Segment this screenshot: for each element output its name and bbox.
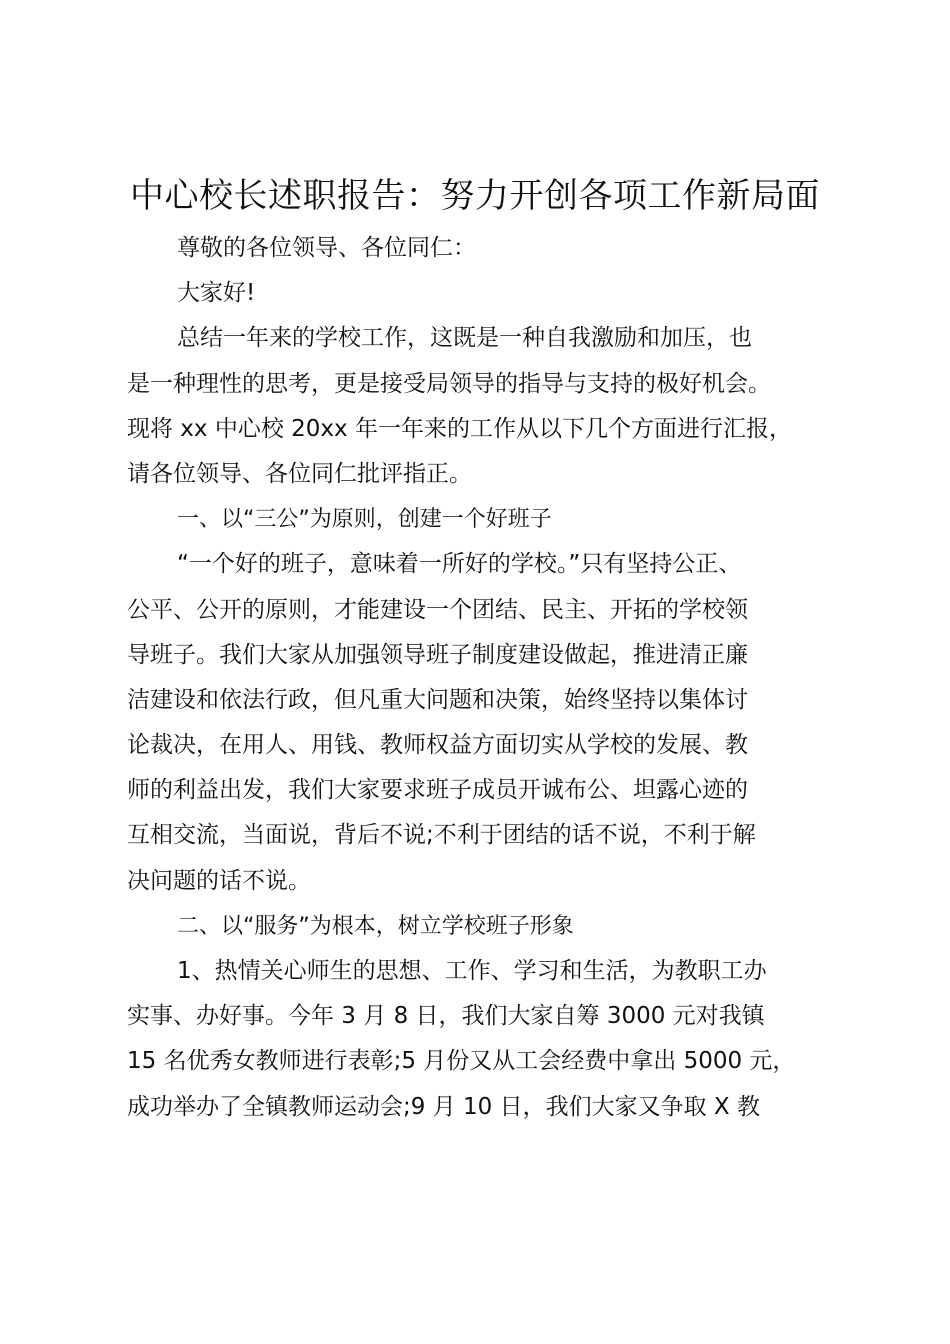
body-line: “一个好的班子，意味着一所好的学校。”只有坚持公正、	[177, 551, 742, 578]
greeting: 大家好!	[177, 280, 256, 307]
body-line: 请各位领导、各位同仁批评指正。	[127, 460, 472, 487]
body-line: 15 名优秀女教师进行表彰;5 月份又从工会经费中拿出 5000 元，	[127, 1048, 796, 1075]
body-line: 导班子。我们大家从加强领导班子制度建设做起，推进清正廉	[127, 641, 748, 668]
section-heading-1: 一、以“三公”为原则，创建一个好班子	[177, 507, 552, 533]
body-line: 现将 xx 中心校 20xx 年一年来的工作从以下几个方面进行汇报，	[127, 415, 792, 442]
salutation: 尊敬的各位领导、各位同仁：	[177, 235, 476, 261]
body-line: 论裁决，在用人、用钱、教师权益方面切实从学校的发展、教	[127, 732, 748, 759]
body-line: 实事、办好事。今年 3 月 8 日，我们大家自筹 3000 元对我镇	[127, 1003, 765, 1030]
body-line: 互相交流，当面说，背后不说;不利于团结的话不说，不利于解	[127, 822, 756, 849]
body-line: 师的利益出发，我们大家要求班子成员开诚布公、坦露心迹的	[127, 777, 748, 804]
body-line: 洁建设和依法行政，但凡重大问题和决策，始终坚持以集体讨	[127, 686, 748, 713]
document-body	[127, 226, 862, 1130]
body-line: 总结一年来的学校工作，这既是一种自我激励和加压，也	[177, 325, 752, 352]
body-line: 是一种理性的思考，更是接受局领导的指导与支持的极好机会。	[127, 370, 771, 397]
body-line: 决问题的话不说。	[127, 867, 311, 894]
document-title: 中心校长述职报告：努力开创各项工作新局面	[130, 176, 820, 216]
body-line: 公平、公开的原则，才能建设一个团结、民主、开拓的学校领	[127, 596, 748, 623]
section-heading-2: 二、以“服务”为根本，树立学校班子形象	[177, 913, 574, 939]
body-line: 成功举办了全镇教师运动会;9 月 10 日，我们大家又争取 X 教	[127, 1093, 760, 1120]
body-line: 1、热情关心师生的思想、工作、学习和生活，为教职工办	[177, 958, 767, 984]
